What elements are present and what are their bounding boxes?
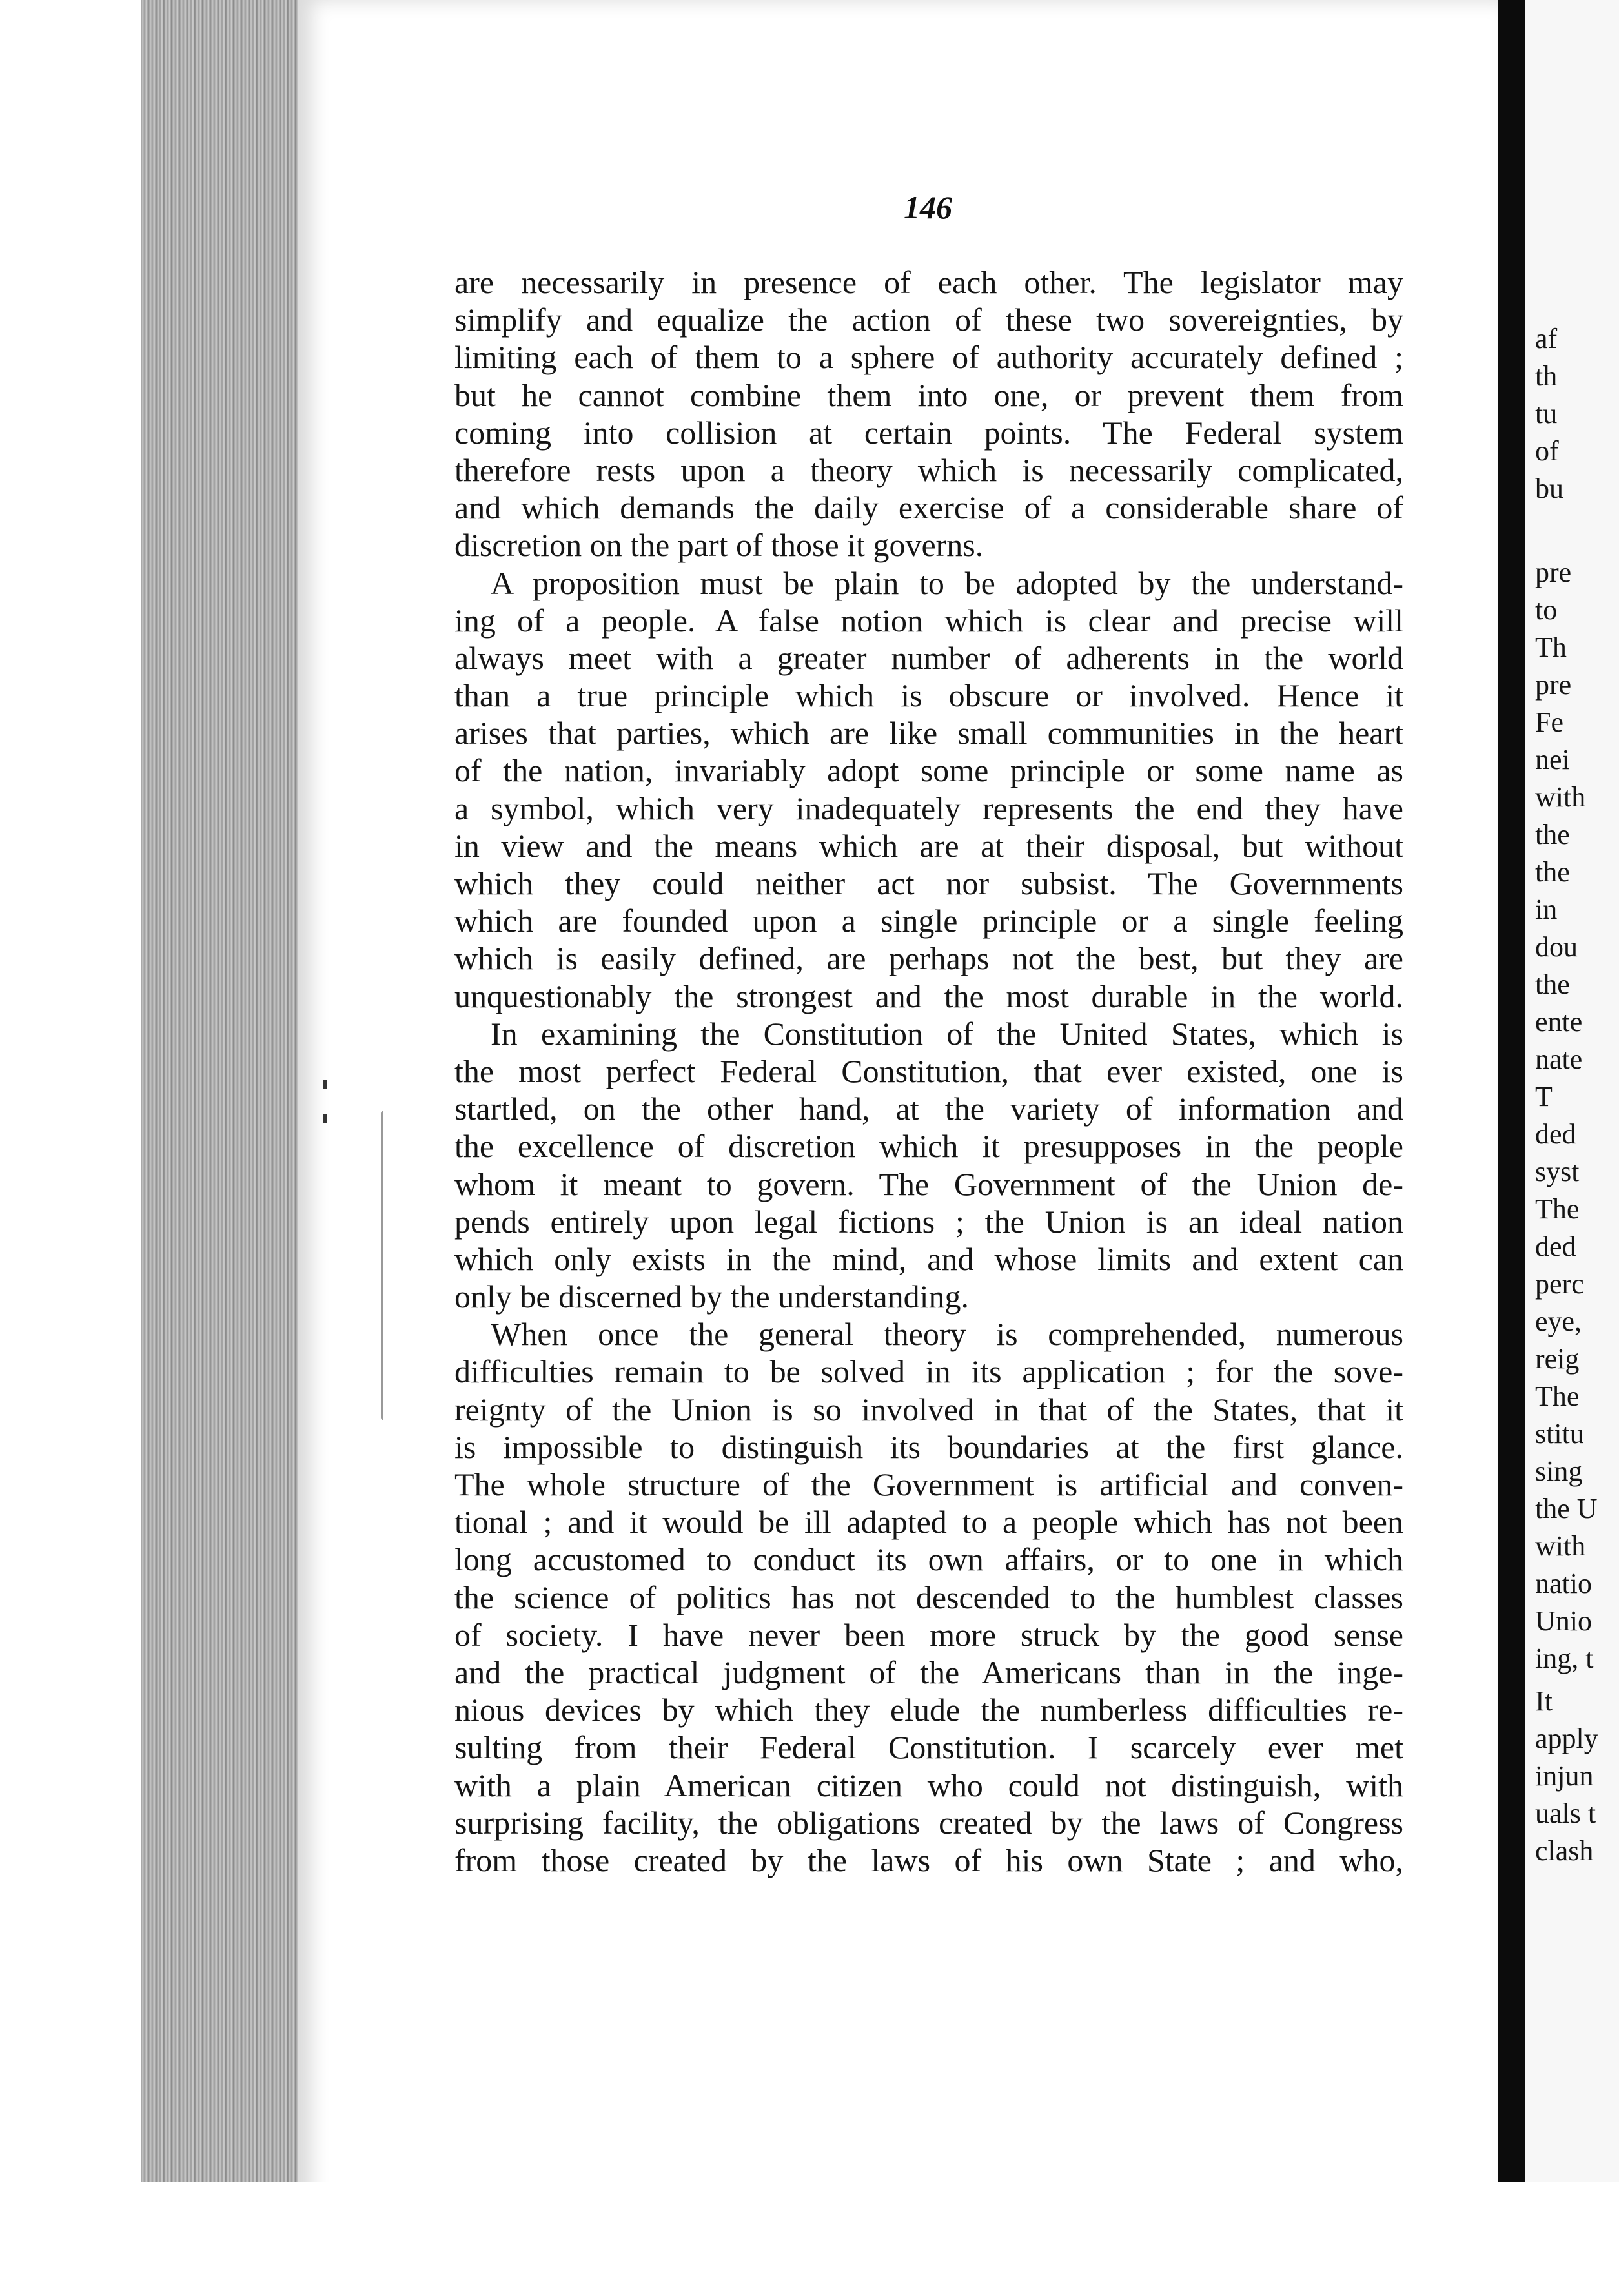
main-text bbox=[454, 263, 1403, 1879]
text-line: of the nation, invariably adopt some principle or some name as bbox=[454, 752, 1403, 789]
text-line: the science of politics has not descended to the humblest classes bbox=[454, 1579, 1403, 1615]
text-line: startled, on the other hand, at the variety of information and bbox=[454, 1091, 1403, 1127]
facing-fragment: pre bbox=[1535, 669, 1572, 701]
text-line: discretion on the part of those it governs. bbox=[454, 527, 984, 564]
text-line: and which demands the daily exercise of a considerable share of bbox=[454, 489, 1403, 526]
facing-fragment: apply bbox=[1535, 1723, 1598, 1754]
text-line: simplify and equalize the action of these two sovereignties, by bbox=[454, 302, 1403, 338]
text-line: tional ; and it would be ill adapted to a people which has not been bbox=[454, 1504, 1403, 1541]
text-line: which is easily defined, are perhaps not the best, but they are bbox=[454, 940, 1403, 977]
facing-fragment: ing, t bbox=[1535, 1643, 1594, 1674]
text-line: in view and the means which are at their disposal, but without bbox=[454, 827, 1403, 864]
facing-fragment: eye, bbox=[1535, 1306, 1582, 1337]
text-line: limiting each of them to a sphere of authority accurately defined ; bbox=[454, 339, 1403, 376]
text-line: coming into collision at certain points. The Federal system bbox=[454, 414, 1403, 451]
facing-fragment: nei bbox=[1535, 744, 1570, 775]
margin-dot bbox=[323, 1080, 327, 1089]
facing-fragment: Th bbox=[1535, 631, 1567, 663]
facing-fragment: T bbox=[1535, 1081, 1553, 1112]
text-line: sulting from their Federal Constitution. I scarcely ever met bbox=[454, 1729, 1403, 1766]
text-line: reignty of the Union is so involved in that of the States, that it bbox=[454, 1391, 1403, 1428]
scan-bottom bbox=[141, 2182, 1619, 2296]
text-line: a symbol, which very inadequately represents the end they have bbox=[454, 790, 1403, 826]
facing-fragment: the bbox=[1535, 819, 1570, 850]
facing-fragment: of bbox=[1535, 435, 1559, 467]
facing-fragment: af bbox=[1535, 323, 1558, 354]
text-line: arises that parties, which are like small communities in the heart bbox=[454, 715, 1403, 752]
facing-fragment: Fe bbox=[1535, 706, 1563, 738]
facing-fragment: the U bbox=[1535, 1493, 1598, 1524]
facing-fragment: syst bbox=[1535, 1156, 1580, 1187]
facing-fragment: to bbox=[1535, 594, 1558, 626]
facing-fragment: the bbox=[1535, 969, 1570, 1000]
book-page-edges bbox=[141, 0, 302, 2182]
facing-fragment: clash bbox=[1535, 1835, 1594, 1867]
facing-fragment: bu bbox=[1535, 473, 1563, 504]
facing-fragment: natio bbox=[1535, 1568, 1592, 1599]
facing-fragment: with bbox=[1535, 1530, 1586, 1562]
text-line: unquestionably the strongest and the most durable in the world. bbox=[454, 978, 1403, 1014]
text-line: which are founded upon a single principle or a single feeling bbox=[454, 903, 1403, 939]
facing-fragment: sing bbox=[1535, 1455, 1583, 1487]
text-line: pends entirely upon legal fictions ; the Union is an ideal nation bbox=[454, 1203, 1403, 1240]
facing-fragment: dou bbox=[1535, 931, 1578, 963]
text-line: which only exists in the mind, and whose limits and extent can bbox=[454, 1240, 1403, 1277]
facing-fragment: ente bbox=[1535, 1006, 1583, 1038]
text-line: are necessarily in presence of each other. The legislator may bbox=[454, 264, 1403, 300]
facing-fragment: pre bbox=[1535, 557, 1572, 588]
page-number: 146 bbox=[904, 189, 952, 225]
facing-fragment: th bbox=[1535, 360, 1558, 392]
text-line: When once the general theory is comprehended, numerous bbox=[491, 1316, 1403, 1353]
facing-fragment: with bbox=[1535, 781, 1586, 813]
margin-dot bbox=[323, 1114, 327, 1123]
margin-pencil-mark bbox=[381, 1111, 387, 1420]
text-line: In examining the Constitution of the United States, which is bbox=[491, 1015, 1403, 1052]
facing-fragment: The bbox=[1535, 1193, 1580, 1225]
text-line: and the practical judgment of the Americans than in the inge- bbox=[454, 1654, 1403, 1690]
facing-fragment: the bbox=[1535, 856, 1570, 888]
text-line: A proposition must be plain to be adopted by the understand- bbox=[491, 564, 1403, 601]
facing-fragment: The bbox=[1535, 1380, 1580, 1412]
text-line: than a true principle which is obscure or involved. Hence it bbox=[454, 677, 1403, 714]
text-line: with a plain American citizen who could not distinguish, with bbox=[454, 1767, 1403, 1803]
book-gutter bbox=[1498, 0, 1525, 2296]
text-line: from those created by the laws of his own State ; and who, bbox=[454, 1841, 1403, 1878]
text-line: long accustomed to conduct its own affairs, or to one in which bbox=[454, 1541, 1403, 1578]
text-line: but he cannot combine them into one, or prevent them from bbox=[454, 376, 1403, 413]
facing-fragment: ded bbox=[1535, 1118, 1576, 1150]
text-line: of society. I have never been more struck by the good sense bbox=[454, 1616, 1403, 1653]
text-line: surprising facility, the obligations created by the laws of Congress bbox=[454, 1804, 1403, 1841]
text-line: only be discerned by the understanding. bbox=[454, 1278, 970, 1315]
text-line: whom it meant to govern. The Government of the Union de- bbox=[454, 1165, 1403, 1202]
text-line: nious devices by which they elude the numberless difficulties re- bbox=[454, 1692, 1403, 1728]
facing-fragment: perc bbox=[1535, 1268, 1584, 1300]
text-line: difficulties remain to be solved in its application ; for the sove- bbox=[454, 1353, 1403, 1390]
facing-fragment: in bbox=[1535, 894, 1558, 925]
facing-fragment: reig bbox=[1535, 1343, 1580, 1375]
facing-fragment: injun bbox=[1535, 1760, 1594, 1792]
text-line: ing of a people. A false notion which is clear and precise will bbox=[454, 602, 1403, 639]
facing-fragment: Unio bbox=[1535, 1605, 1592, 1637]
text-line: therefore rests upon a theory which is necessarily complicated, bbox=[454, 451, 1403, 488]
facing-fragment: stitu bbox=[1535, 1418, 1584, 1450]
facing-fragment: uals t bbox=[1535, 1798, 1596, 1829]
text-line: always meet with a greater number of adherents in the world bbox=[454, 639, 1403, 676]
text-line: is impossible to distinguish its boundaries at the first glance. bbox=[454, 1428, 1403, 1465]
text-line: the excellence of discretion which it presupposes in the people bbox=[454, 1128, 1403, 1165]
facing-fragment: nate bbox=[1535, 1043, 1583, 1075]
text-line: the most perfect Federal Constitution, that ever existed, one is bbox=[454, 1052, 1403, 1089]
facing-fragment: tu bbox=[1535, 398, 1558, 429]
text-line: which they could neither act nor subsist. The Governments bbox=[454, 865, 1403, 901]
facing-fragment: ded bbox=[1535, 1231, 1576, 1262]
facing-fragment: It bbox=[1535, 1685, 1553, 1717]
scan-background bbox=[0, 0, 141, 2296]
text-line: The whole structure of the Government is artificial and conven- bbox=[454, 1466, 1403, 1502]
